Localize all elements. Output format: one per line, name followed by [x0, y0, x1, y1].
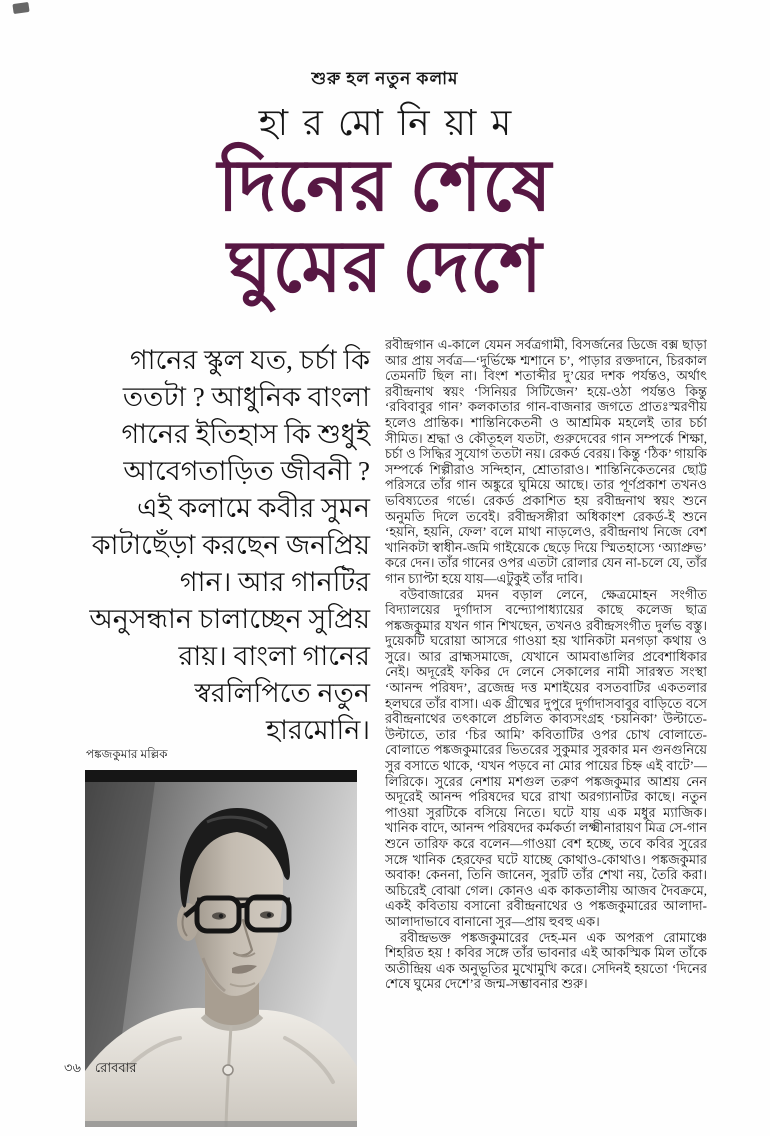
article-paragraph-3: রবীন্দ্রভক্ত পঙ্কজকুমারের দেহ-মন এক অপরূপ রোমাঞ্চে শিহরিত হয় ! কবির সঙ্গে তাঁর ভাবনার এই আকস্মিক মিল তাঁকে অতীন্দ্রিয় এক অনুভূতির মুখোমুখি করে। সেদিনই হয়তো ‘দিনের শেষে ঘুমের দেশে’র জন্ম-সম্ভাবনার শুরু। — [385, 929, 707, 992]
kicker-text: শুরু হল নতুন কলাম — [311, 69, 459, 88]
column-title: হা র মো নি য়া ম — [258, 103, 512, 143]
footer-magazine-name: রোববার — [94, 1060, 137, 1075]
footer-page-number: ৩৬ — [64, 1060, 81, 1075]
standfirst: গানের স্কুল যত, চর্চা কি ততটা ? আধুনিক বাংলা গানের ইতিহাস কি শুধুই আবেগতাড়িত জীবনী ? এই কলামে কবীর সুমন কাটাছেঁড়া করছেন জনপ্রিয় গান। আর গানটির অনুসন্ধান চালাচ্ছেন সুপ্রিয় রায়। বাংলা গানের স্বরলিপিতে নতুন হারমোনি। — [89, 345, 370, 745]
headline-line-2: ঘুমের দেশে — [227, 227, 543, 307]
photo-top-band — [85, 770, 357, 782]
photo-credit: পঙ্কজকুমার মল্লিক — [86, 747, 168, 761]
kurta-button — [223, 1065, 233, 1075]
article-paragraph-2: বউবাজারের মদন বড়াল লেনে, ক্ষেত্রমোহন সংগীত বিদ্যালয়ের দুর্গাদাস বন্দ্যোপাধ্যায়ের কাছে কলেজ ছাত্র পঙ্কজকুমার যখন গান শিখছেন, তখনও রবীন্দ্রসংগীত দুর্লভ বস্তু। দুয়েকটি ঘরোয়া আসরে গাওয়া হয় খানিকটা মনগড়া কথায় ও সুরে। আর ব্রাহ্মসমাজে, যেখানে আমবাঙালির প্রবেশাধিকার নেই। অদূরেই ফকির দে লেনে সেকালের নামী সারস্বত সংস্থা ‘আনন্দ পরিষদ’, ব্রজেন্দ্র দত্ত মশাইয়ের বসতবাটির একতলার হলঘরে তাঁর বাসা। এক গ্রীষ্মের দুপুরে দুর্গাদাসবাবুর বাড়িতে বসে রবীন্দ্রনাথের তৎকালে প্রচলিত কাব্যসংগ্রহ ‘চয়নিকা’ উল্টাতে-উল্টাতে, তার ‘চির আমি’ কবিতাটির ওপর চোখ বোলাতে-বোলাতে পঙ্কজকুমারের ভিতরের সুকুমার সুরকার মন গুনগুনিয়ে সুর বসাতে থাকে, ‘যখন পড়বে না মোর পায়ের চিহ্ন এই বাটে’—লিরিকে। সুরের নেশায় মশগুল তরুণ পঙ্কজকুমার আশ্রয় নেন অদূরেই আনন্দ পরিষদের ঘরে রাখা অরগ্যানটির কাছে। নতুন পাওয়া সুরটিকে বসিয়ে নিতে। ঘটে যায় এক মধুর ম্যাজিক। খানিক বাদে, আনন্দ পরিষদের কর্মকর্তা লক্ষ্মীনারায়ণ মিত্র সে-গান শুনে তারিফ করে বলেন—গাওয়া বেশ হচ্ছে, তবে কবির সুরের সঙ্গে খানিক হেরফের ঘটে যাচ্ছে কোথাও-কোথাও। পঙ্কজকুমার অবাক! কেননা, তিনি জানেন, সুরটি তাঁর শেখা নয়, তৈরি করা। অচিরেই বোঝা গেল। কোনও এক কাকতালীয় আজব দৈবক্রমে, একই কবিতায় বসানো রবীন্দ্রনাথের ও পঙ্কজকুমারের আলাদা-আলাদাভাবে বানানো সুর—প্রায় হুবহু এক। — [385, 586, 707, 929]
photo-bottom-band — [85, 1121, 357, 1127]
article-body — [385, 337, 707, 992]
headline-line-1: দিনের শেষে — [217, 146, 553, 226]
headline — [0, 146, 770, 308]
page-footer — [64, 1059, 137, 1080]
article-paragraph-1: রবীন্দ্রগান এ-কালে যেমন সর্বত্রগামী, বিসর্জনের ডিজে বক্স ছাড়া আর প্রায় সর্বত্র—‘দুর্ভিক্ষে শ্মশানে চ’, পাড়ার রক্তদানে, চিরকাল তেমনটি ছিল না। বিংশ শতাব্দীর দু’য়ের দশক পর্যন্তও, অর্থাৎ রবীন্দ্রনাথ স্বয়ং ‘সিনিয়র সিটিজেন’ হয়ে-ওঠা পর্যন্তও কিন্তু ‘রবিবাবুর গান’ কলকাতার গান-বাজনার জগতে প্রাতঃস্মরণীয় হলেও প্রান্তিক। শান্তিনিকেতনী ও আশ্রমিক মহলেই তার চর্চা সীমিত। শ্রদ্ধা ও কৌতূহল যতটা, গুরুদেবের গান সম্পর্কে শিক্ষা, চর্চা ও সিদ্ধির সুযোগ ততটা নয়। রেকর্ড বেরয়। কিন্তু ‘ঠিক’ গায়কি সম্পর্কে শিল্পীরাও সন্দিহান, শ্রোতারাও। শান্তিনিকেতনের ছোট্ট পরিসরে তাঁর গান অঙ্কুরে ঘুমিয়ে আছে। তার পূর্ণপ্রকাশ তখনও ভবিষ্যতের গর্ভে। রেকর্ড প্রকাশিত হয় রবীন্দ্রনাথ স্বয়ং শুনে অনুমতি দিলে তবেই। রবীন্দ্রসঙ্গীরা অধিকাংশ রেকর্ড-ই শুনে ‘হয়নি, হয়নি, ফেল’ বলে মাথা নাড়লেও, রবীন্দ্রনাথ নিজে বেশ খানিকটা স্বাধীন-জমি গাইয়েকে ছেড়ে দিয়ে স্মিতহাস্যে ‘অ্যাপ্রুভ’ করে দেন। তাঁর গানের ওপর এতটা রোলার যেন না-চলে যে, তাঁর গান চ্যাপ্টা হয়ে যায়—এটুকুই তাঁর দাবি। — [385, 337, 707, 586]
scan-artifact — [12, 2, 29, 14]
